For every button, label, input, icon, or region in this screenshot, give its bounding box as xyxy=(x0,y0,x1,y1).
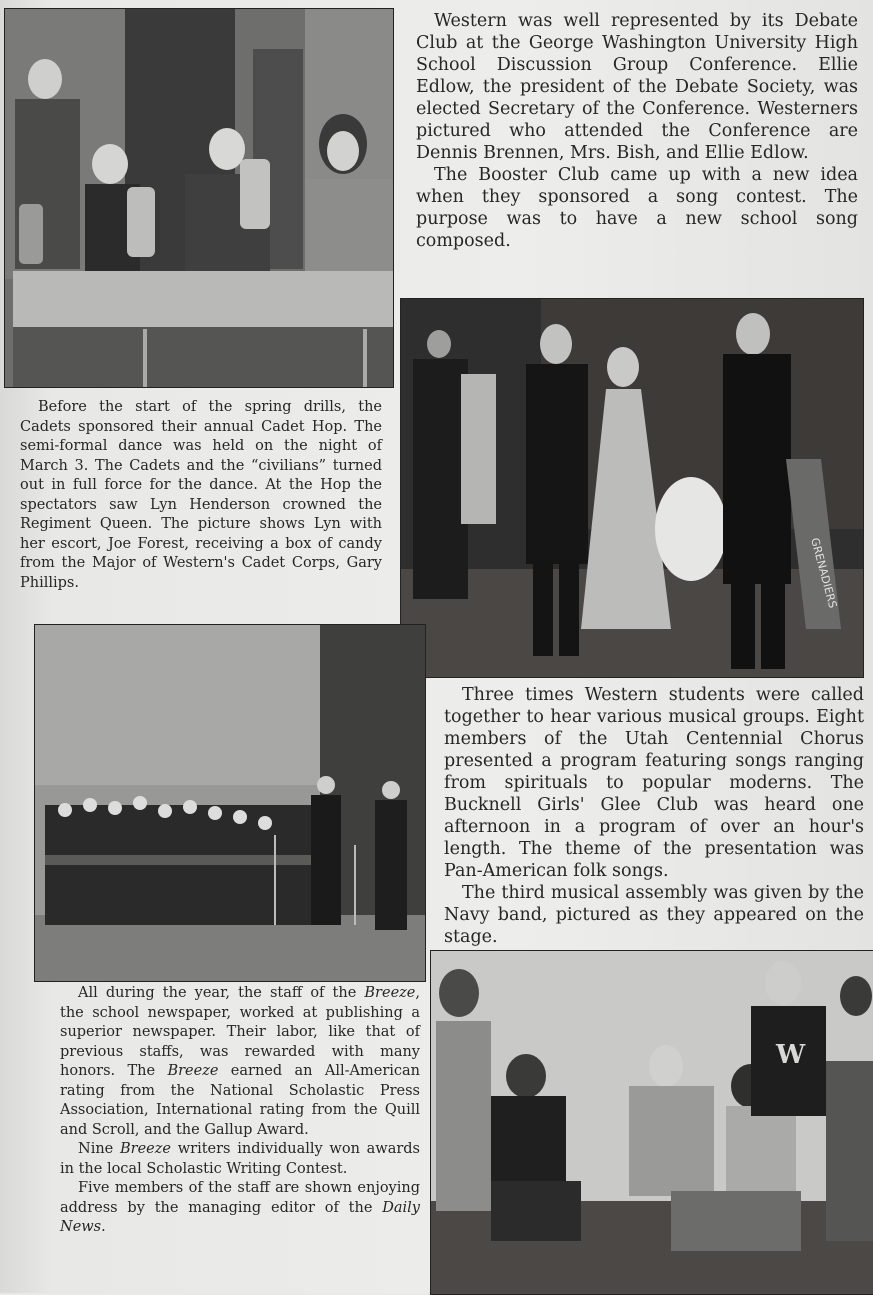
breeze-paragraph-3 xyxy=(60,1179,420,1238)
breeze-text-1e: earned an All-American rating from the National Scholastic Press Association, International rating from the Quill and Scroll, and the Gallup Award. xyxy=(60,1063,420,1138)
breeze-text-3c: . xyxy=(101,1219,106,1235)
cadet-hop-caption xyxy=(20,398,382,593)
breeze-paragraph-1 xyxy=(60,984,420,1140)
breeze-name-3: Breeze xyxy=(120,1141,171,1157)
cadet-hop-paragraph: Before the start of the spring drills, the Cadets sponsored their annual Cadet Hop. The semi-formal dance was held on the night of March 3. The Cadets and the “civilians” turned out in full force for the dance. At the Hop the spectators saw Lyn Henderson crowned the Regiment Queen. The picture shows Lyn with her escort, Joe Forest, receiving a box of candy from the Major of Western's Cadet Corps, Gary Phillips. xyxy=(20,399,382,591)
breeze-text-2a: Nine xyxy=(78,1141,120,1157)
breeze-caption xyxy=(60,984,420,1238)
musical-assemblies-paragraph: Three times Western students were called together to hear various musical groups. Eight members of the Utah Centennial Chorus presented a program featuring songs ranging from spirituals to popular moderns. The Bucknell Girls' Glee Club was heard one afternoon in a program of over an hour's length. The theme of the presentation was Pan-American folk songs. xyxy=(444,685,864,881)
breeze-name-1: Breeze xyxy=(364,985,416,1001)
debate-club-caption xyxy=(416,10,858,252)
debate-club-paragraph: Western was well represented by its Debate Club at the George Washington University High School Discussion Group Conference. Ellie Edlow, the president of the Debate Society, was elected Secretary of the Conference. Westerners pictured who attended the Conference are Dennis Brennen, Mrs. Bish, and Ellie Edlow. xyxy=(416,11,858,163)
breeze-paragraph-2 xyxy=(60,1140,420,1179)
booster-club-paragraph: The Booster Club came up with a new idea when they sponsored a song contest. The purpose was to have a new school song composed. xyxy=(416,165,858,251)
cadet-hop-photo xyxy=(400,298,864,678)
breeze-staff-photo xyxy=(430,950,873,1295)
navy-band-paragraph: The third musical assembly was given by the Navy band, pictured as they appeared on the stage. xyxy=(444,883,864,947)
breeze-text-1a: All during the year, the staff of the xyxy=(78,985,365,1001)
daily-news-name: Daily News xyxy=(60,1199,420,1235)
breeze-text-3a: Five members of the staff are shown enjoying address by the managing editor of the xyxy=(60,1180,420,1216)
navy-band-photo xyxy=(34,624,426,982)
breeze-name-2: Breeze xyxy=(167,1063,219,1079)
drum-sign-text: GRENADIERS xyxy=(808,536,840,610)
sweater-letter: W xyxy=(776,1040,806,1070)
breeze-text-2c: writers individually won awards in the local Scholastic Writing Contest. xyxy=(60,1141,420,1177)
debate-club-photo xyxy=(4,8,394,388)
musical-assemblies-caption xyxy=(444,684,864,948)
breeze-text-1c: , the school newspaper, worked at publishing a superior newspaper. Their labor, like that of previous staffs, was rewarded with many honors. The xyxy=(60,985,420,1079)
